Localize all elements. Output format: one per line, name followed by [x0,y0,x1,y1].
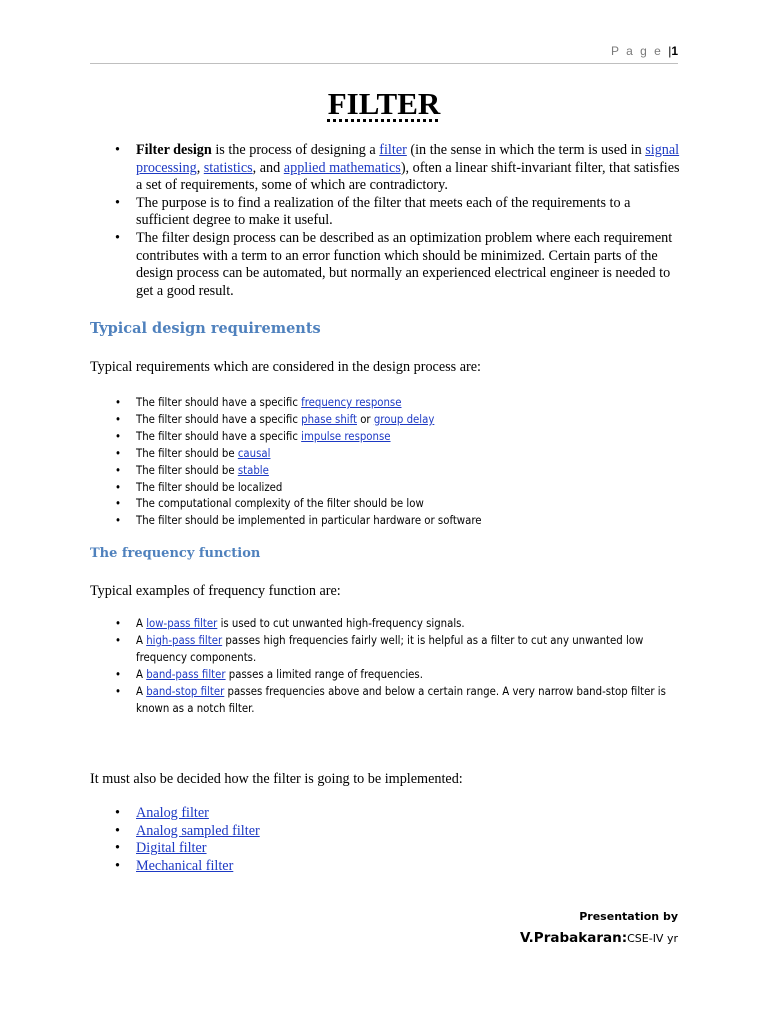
requirements-list [110,395,685,530]
text: The filter should have a specific [136,412,302,426]
list-item [110,823,260,841]
frequency-list [110,616,685,717]
link-signal-processing[interactable]: signal processing [136,142,680,176]
implementation-intro: It must also be decided how the filter is going to be implemented: [90,771,463,787]
list-item [110,840,260,858]
text: is used to cut unwanted high-frequency signals. [217,617,465,630]
text: , and [252,159,284,176]
list-item [110,858,260,876]
list-item: • The filter should be implemented in particular hardware or software [110,513,685,530]
text: (in the sense in which the term is used in [406,142,646,158]
link-frequency-response[interactable]: frequency response [301,396,402,409]
text: The filter should have a specific [136,429,302,443]
text: , [196,159,204,176]
link-band-stop-filter[interactable]: band-stop filter [146,684,225,698]
page-header [90,44,678,64]
author-role: CSE-IV yr [627,932,678,945]
list-item [110,412,685,429]
implementation-list [110,805,260,875]
text: The filter should have a specific [136,396,302,409]
intro-list [110,142,680,300]
text: ), often a linear shift-invariant filter, that satisfies a set of requirements, some of which are contradictory. [136,159,680,194]
text: A [136,667,147,681]
link-low-pass-filter[interactable]: low-pass filter [146,617,218,630]
text: The filter should be [136,446,238,460]
link-causal[interactable]: causal [237,446,271,460]
link-phase-shift[interactable]: phase shift [301,412,357,426]
list-item [110,463,685,480]
link-analog-filter[interactable]: Analog filter [136,805,209,821]
link-mechanical-filter[interactable]: Mechanical filter [136,857,234,874]
page-label: P a g e [611,44,663,58]
link-statistics[interactable]: statistics [203,159,253,176]
frequency-intro: Typical examples of frequency function are: [90,583,341,599]
list-item: • The computational complexity of the filter should be low [110,496,685,513]
list-item [110,142,680,195]
list-item [110,805,260,823]
author-line [520,930,678,946]
presentation-by: Presentation by [579,910,678,923]
page-number: 1 [671,44,678,58]
text: passes frequencies above and below a certain range. A very narrow band-stop filter is known as a notch filter. [136,684,666,715]
link-stable[interactable]: stable [237,463,269,477]
page-separator: | [668,44,672,58]
bold-term: Filter design [136,142,212,158]
link-band-pass-filter[interactable]: band-pass filter [146,667,226,681]
text: The filter should be [136,463,238,477]
list-item: • The filter design process can be described as an optimization problem where each requirement contributes with a term to an error function which should be minimized. Certain parts of the design process can be automated, but normally an experienced electrical engineer is needed to get a good result. [110,230,680,300]
list-item [110,684,685,718]
link-digital-filter[interactable]: Digital filter [136,840,207,857]
link-filter[interactable]: filter [379,142,407,158]
requirements-intro: Typical requirements which are considered in the design process are: [90,359,481,375]
link-group-delay[interactable]: group delay [373,412,435,426]
text: A [136,617,147,630]
link-analog-sampled-filter[interactable]: Analog sampled filter [136,822,260,839]
section-heading-requirements: Typical design requirements [90,320,321,337]
list-item [110,633,685,667]
header-divider [90,63,678,64]
text: passes high frequencies fairly well; it is helpful as a filter to cut any unwanted low frequency components. [136,633,644,664]
list-item [110,446,685,463]
list-item [110,616,685,633]
text: passes a limited range of frequencies. [225,667,423,681]
link-high-pass-filter[interactable]: high-pass filter [146,633,223,647]
text: A [136,633,147,647]
section-heading-frequency: The frequency function [90,546,261,561]
list-item [110,667,685,684]
list-item [110,429,685,446]
link-applied-mathematics[interactable]: applied mathematics [283,159,401,176]
text: A [136,684,147,698]
list-item: • The filter should be localized [110,480,685,497]
page-title: FILTER [327,86,441,121]
list-item: • The purpose is to find a realization of the filter that meets each of the requirements to a sufficient degree to make it useful. [110,195,680,230]
author-name: V.Prabakaran: [519,930,628,946]
text: or [356,412,374,426]
text: is the process of designing a [211,142,380,158]
link-impulse-response[interactable]: impulse response [301,429,391,443]
list-item [110,395,685,412]
